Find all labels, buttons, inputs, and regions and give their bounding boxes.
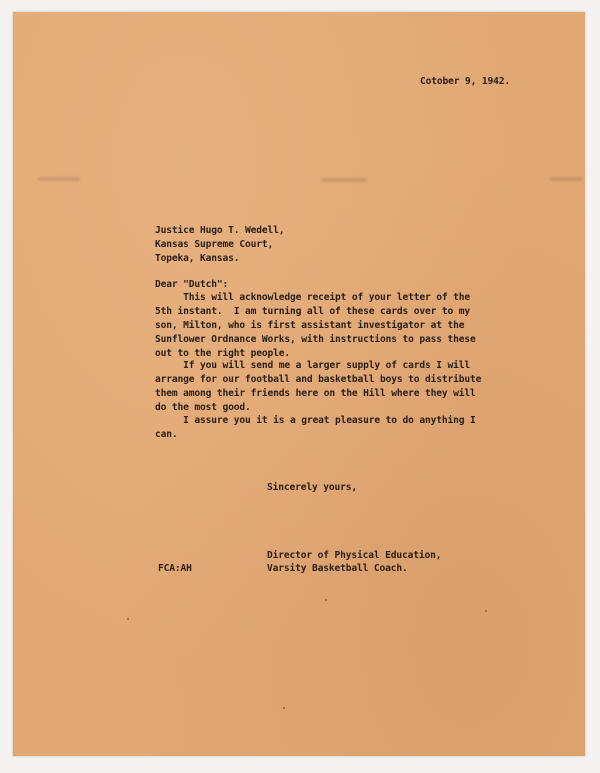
paper-speck [127, 618, 129, 620]
body-line: arrange for our football and basketball boys to distribute [155, 374, 482, 385]
paper-speck [325, 599, 327, 601]
body-line: them among their friends here on the Hill where they will [155, 388, 476, 399]
body-line: out to the right people. [155, 348, 291, 359]
body-line: I assure you it is a great pleasure to do anything I [155, 415, 476, 426]
signature-title: Director of Physical Education, [267, 550, 442, 561]
paper-speck [283, 707, 285, 709]
body-line: can. [155, 429, 178, 440]
body-line: This will acknowledge receipt of your letter of the [155, 292, 471, 303]
ghost-mark-center [321, 178, 367, 182]
body-line: Sunflower Ordnance Works, with instructions to pass these [155, 334, 476, 345]
letter-page [13, 12, 585, 756]
ghost-mark-right [550, 177, 582, 181]
body-line: do the most good. [155, 402, 251, 413]
signature-title: Varsity Basketball Coach. [267, 563, 408, 574]
body-line: son, Milton, who is first assistant investigator at the [155, 320, 465, 331]
body-line: 5th instant. I am turning all of these cards over to my [155, 306, 471, 317]
letter-date: Cotober 9, 1942. [420, 76, 511, 87]
recipient-line: Kansas Supreme Court, [155, 239, 274, 250]
body-line: If you will send me a larger supply of cards I will [155, 360, 471, 371]
reference-initials: FCA:AH [158, 563, 192, 574]
recipient-line: Justice Hugo T. Wedell, [155, 225, 285, 236]
paper-speck [485, 610, 487, 612]
ghost-mark-left [38, 177, 80, 181]
closing: Sincerely yours, [267, 482, 358, 493]
salutation: Dear "Dutch": [155, 279, 229, 290]
recipient-line: Topeka, Kansas. [155, 253, 240, 264]
